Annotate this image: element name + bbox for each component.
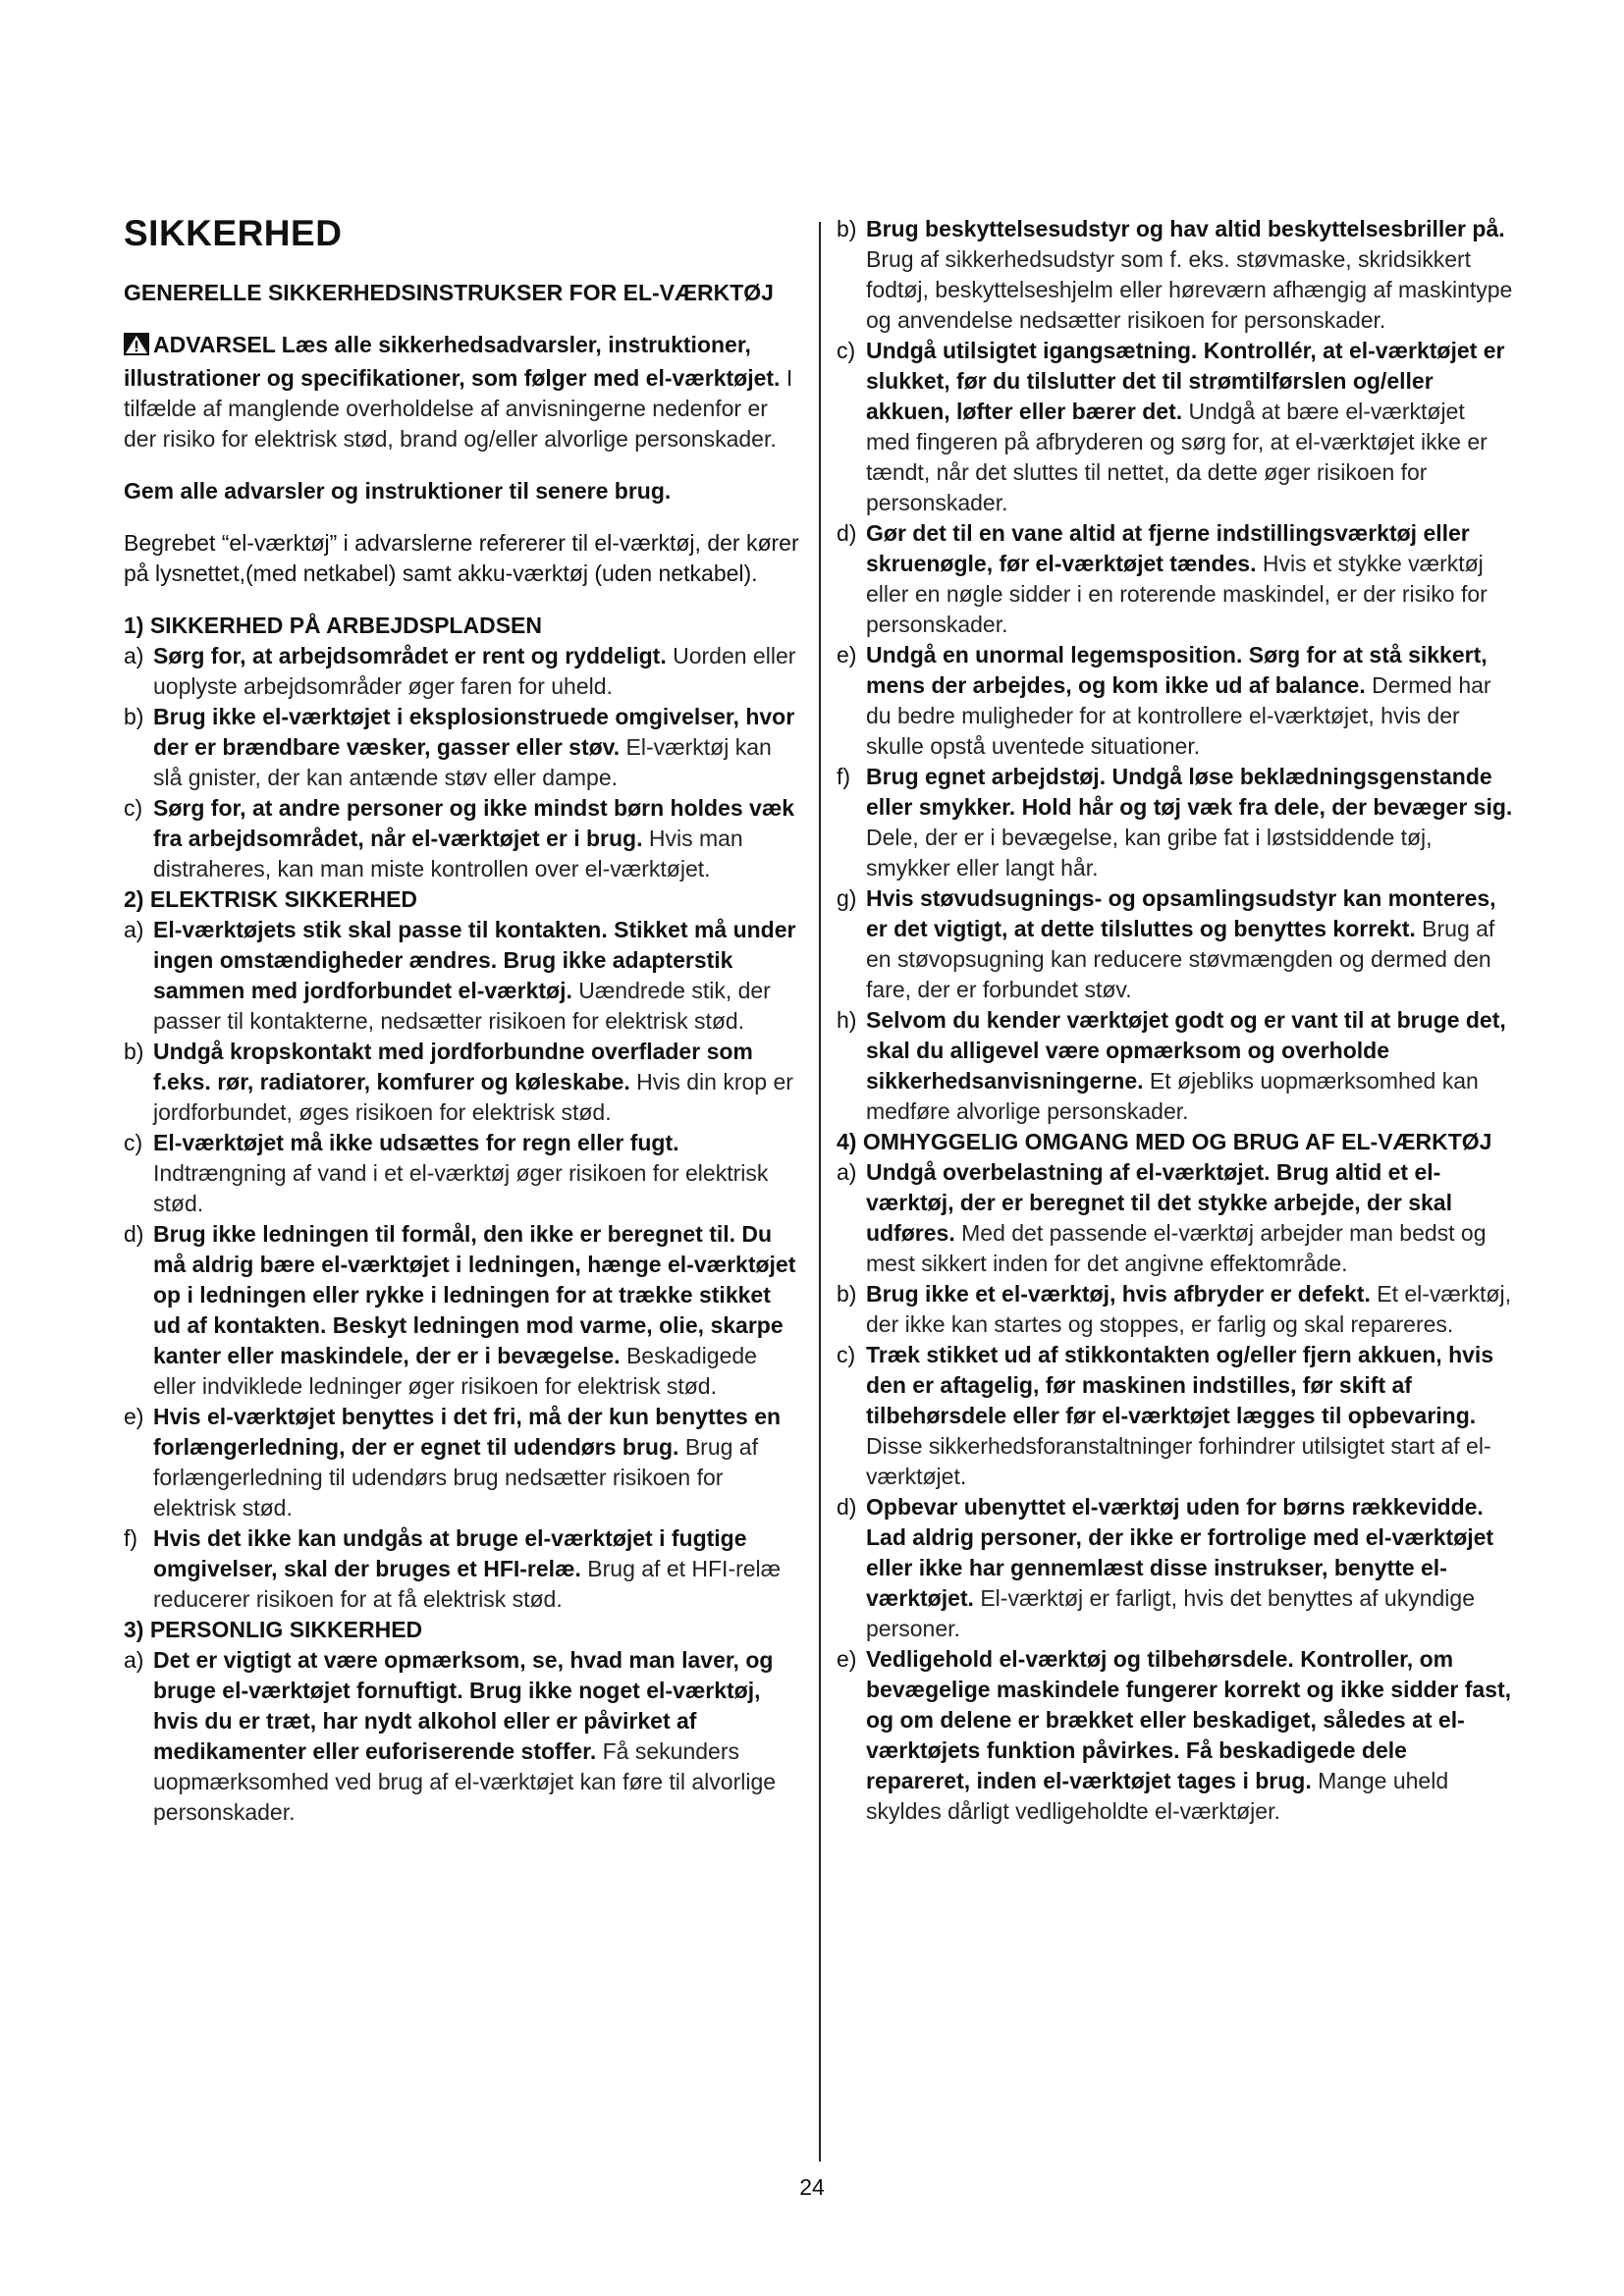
list-item: f) Hvis det ikke kan undgås at bruge el-værktøjet i fugtige omgivelser, skal der bruges et HFI-relæ. Brug af et HFI-relæ reducerer risikoen for at få elektrisk stød. bbox=[124, 1524, 782, 1612]
warning-text: I tilfælde af manglende overholdelse af anvisningerne nedenfor er der risiko for elektrisk stød, brand og/eller alvorlige personskader. bbox=[124, 364, 793, 452]
list-item: d) Gør det til en vane altid at fjerne indstillingsværktøj eller skruenøgle, før el-værktøjet tændes. Hvis et stykke værktøj eller en nøgle sidder i en roterende maskindel, er der risiko for personskader. bbox=[837, 520, 1488, 637]
list-item: c) Træk stikket ud af stikkontakten og/eller fjern akkuen, hvis den er aftagelig, før maskinen indstilles, før skift af tilbehørsdele eller før el-værktøjet lægges til opbevaring. Disse sikkerhedsforanstaltninger forhindrer utilsigtet start af el-værktøjet. bbox=[837, 1342, 1494, 1489]
warning-bold: ADVARSEL Læs alle sikkerhedsadvarsler, instruktioner, illustrationer og specifikationer, som følger med el-værktøjet. bbox=[124, 331, 781, 391]
list-item: b) Brug beskyttelsesudstyr og hav altid beskyttelsesbriller på. Brug af sikkerhedsudstyr som f. eks. støvmaske, skridsikkert fodtøj, beskyttelseshjelm eller høreværn afhængig af maskintype og anvendelse nedsætter risikoen for personskader. bbox=[837, 216, 1513, 333]
warning-triangle-icon bbox=[124, 333, 149, 363]
section-1 bbox=[124, 611, 799, 884]
section-2 bbox=[124, 884, 799, 1615]
keep-instructions: Gem alle advarsler og instruktioner til senere brug. bbox=[124, 477, 672, 504]
column-divider bbox=[819, 222, 821, 2162]
list-item: b) Undgå kropskontakt med jordforbundne overflader som f.eks. rør, radiatorer, komfurer og køleskabe. Hvis din krop er jordforbundet, øges risikoen for elektrisk stød. bbox=[124, 1038, 793, 1125]
definition-paragraph: Begrebet “el-værktøj” i advarslerne refererer til el-værktøj, der kører på lysnettet,(med netkabel) samt akku-værktøj (uden netkabel). bbox=[124, 529, 799, 586]
list-item: e) Hvis el-værktøjet benyttes i det fri, må der kun benyttes en forlængerledning, der er egnet til udendørs brug. Brug af forlængerledning til udendørs brug nedsætter risikoen for elektrisk stød. bbox=[124, 1403, 782, 1521]
list-item: c) El-værktøjet må ikke udsættes for regn eller fugt. Indtrængning af vand i et el-værktøj øger risikoen for elektrisk stød. bbox=[124, 1129, 769, 1216]
section-subtitle: GENERELLE SIKKERHEDSINSTRUKSER FOR EL-VÆRKTØJ bbox=[124, 279, 774, 305]
list-item: e) Vedligehold el-værktøj og tilbehørsdele. Kontroller, om bevægelige maskindele fungerer korrekt og ikke sidder fast, og om delene er brækket eller beskadiget, således at el-værktøjets funktion påvirkes. Få beskadigede dele repareret, inden el-værktøjet tages i brug. Mange uheld skyldes dårligt vedligeholdte el-værktøjer. bbox=[837, 1646, 1512, 1824]
section-heading: 4) OMHYGGELIG OMGANG MED OG BRUG AF EL-VÆRKTØJ bbox=[837, 1129, 1492, 1154]
list-item: a) Undgå overbelastning af el-værktøjet. Brug altid et el-værktøj, der er beregnet til det stykke arbejde, der skal udføres. Med det passende el-værktøj arbejder man bedst og mest sikkert inden for det angivne effektområde. bbox=[837, 1159, 1487, 1276]
list-item: a) El-værktøjets stik skal passe til kontakten. Stikket må under ingen omstændigheder ændres. Brug ikke adapterstik sammen med jordforbundet el-værktøj. Uændrede stik, der passer til kontakterne, nedsætter risikoen for elektrisk stød. bbox=[124, 916, 796, 1034]
list-item: h) Selvom du kender værktøjet godt og er vant til at bruge det, skal du alligevel være opmærksom og overholde sikkerhedsanvisningerne. Et øjebliks uopmærksomhed kan medføre alvorlige personskader. bbox=[837, 1007, 1506, 1124]
list-item: d) Brug ikke ledningen til formål, den ikke er beregnet til. Du må aldrig bære el-værktøjet i ledningen, hænge el-værktøjet op i ledningen eller rykke i ledningen for at trække stikket ud af kontakten. Beskyt ledningen mod varme, olie, skarpe kanter eller maskindele, der er i bevægelse. Beskadigede eller indviklede ledninger øger risikoen for elektrisk stød. bbox=[124, 1220, 796, 1399]
list-item: b) Brug ikke et el-værktøj, hvis afbryder er defekt. Et el-værktøj, der ikke kan startes og stoppes, er farlig og skal repareres. bbox=[837, 1281, 1511, 1337]
section-4 bbox=[837, 1127, 1514, 1827]
list-item: d) Opbevar ubenyttet el-værktøj uden for børns rækkevidde. Lad aldrig personer, der ikke er fortrolige med el-værktøjet eller ikke har gennemlæst disse instrukser, benytte el-værktøjet. El-værktøj er farligt, hvis det benyttes af ukyndige personer. bbox=[837, 1494, 1494, 1641]
list-item: g) Hvis støvudsugnings- og opsamlingsudstyr kan monteres, er det vigtigt, at dette tilsluttes og benyttes korrekt. Brug af en støvopsugning kan reducere støvmængden og dermed den fare, der er forbundet støv. bbox=[837, 885, 1496, 1002]
section-heading: 2) ELEKTRISK SIKKERHED bbox=[124, 885, 418, 912]
list-item: e) Undgå en unormal legemsposition. Sørg for at stå sikkert, mens der arbejdes, og kom ikke ud af balance. Dermed har du bedre muligheder for at kontrollere el-værktøjet, hvis der skulle opstå uventede situationer. bbox=[837, 642, 1491, 759]
left-column bbox=[124, 214, 799, 1828]
warning-paragraph bbox=[124, 330, 799, 454]
section-3 bbox=[124, 1615, 799, 1828]
page-number: 24 bbox=[799, 2174, 825, 2200]
list-item: a) Sørg for, at arbejdsområdet er rent og ryddeligt. Uorden eller uoplyste arbejdsområder øger faren for uheld. bbox=[124, 642, 796, 699]
list-item: a) Det er vigtigt at være opmærksom, se, hvad man laver, og bruge el-værktøjet fornuftigt. Brug ikke noget el-værktøj, hvis du er træt, har nydt alkohol eller er påvirket af medikamenter eller euforiserende stoffer. Få sekunders uopmærksomhed ved brug af el-værktøjet kan føre til alvorlige personskader. bbox=[124, 1646, 777, 1825]
list-item: b) Brug ikke el-værktøjet i eksplosionstruede omgivelser, hvor der er brændbare væsker, gasser eller støv. El-værktøj kan slå gnister, der kan antænde støv eller dampe. bbox=[124, 703, 795, 790]
right-column bbox=[837, 214, 1514, 1827]
list-item: f) Brug egnet arbejdstøj. Undgå løse beklædningsgenstande eller smykker. Hold hår og tøj væk fra dele, der bevæger sig. Dele, der er i bevægelse, kan gribe fat i løstsiddende tøj, smykker eller langt hår. bbox=[837, 764, 1513, 881]
page-title: SIKKERHED bbox=[124, 213, 343, 253]
list-item: c) Sørg for, at andre personer og ikke mindst børn holdes væk fra arbejdsområdet, når el-værktøjet er i brug. Hvis man distraheres, kan man miste kontrollen over el-værktøjet. bbox=[124, 794, 795, 881]
list-item: c) Undgå utilsigtet igangsætning. Kontrollér, at el-værktøjet er slukket, før du tilslutter det til strømtilførslen og/eller akkuen, løfter eller bærer det. Undgå at bære el-værktøjet med fingeren på afbryderen og sørg for, at el-værktøjet ikke er tændt, når det sluttes til nettet, da dette øger risikoen for personskader. bbox=[837, 338, 1505, 515]
section-heading: 3) PERSONLIG SIKKERHED bbox=[124, 1616, 423, 1642]
section-heading: 1) SIKKERHED PÅ ARBEJDSPLADSEN bbox=[124, 612, 542, 638]
